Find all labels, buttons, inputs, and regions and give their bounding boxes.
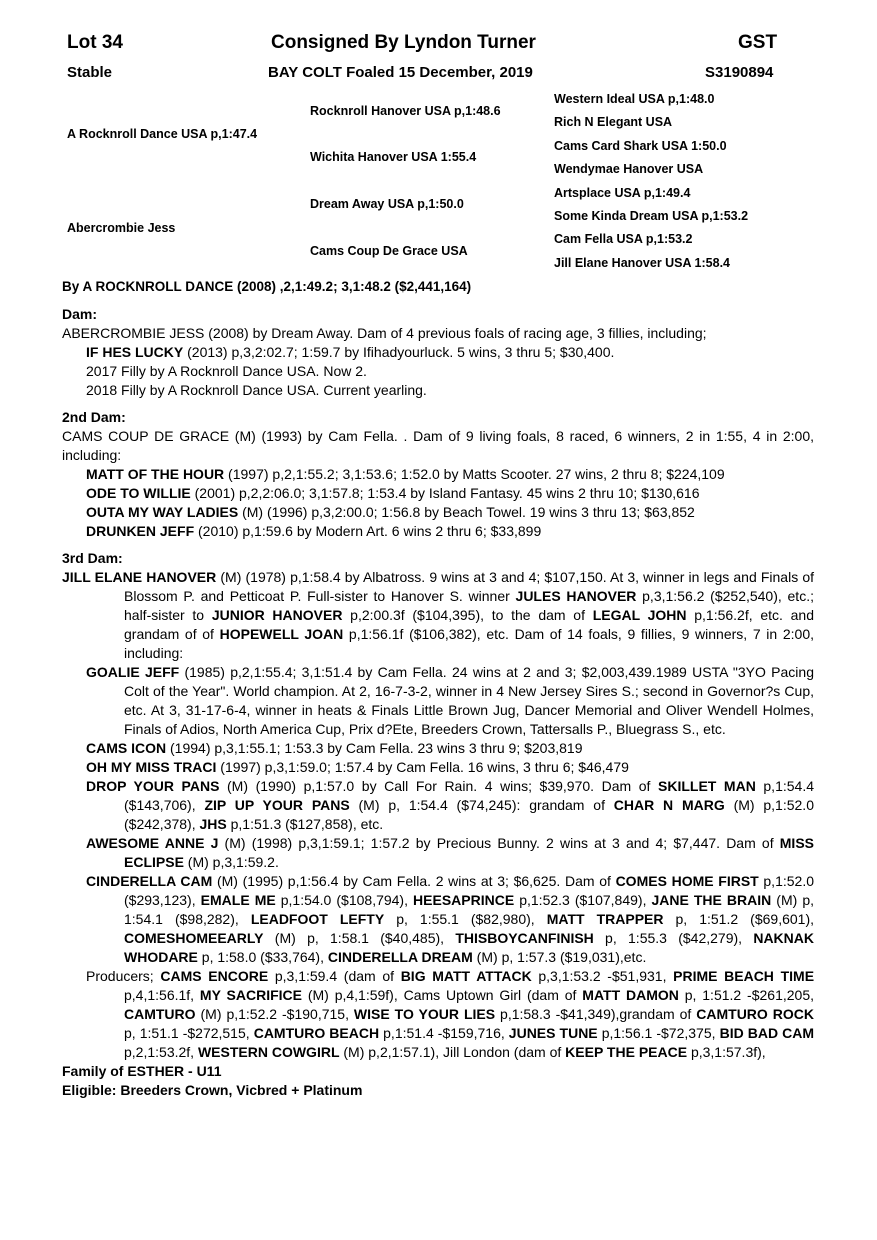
horse-name: BIG MATT ATTACK: [400, 968, 532, 984]
third-dam-heading: 3rd Dam:: [62, 550, 123, 566]
horse-name: CAMTURO ROCK: [696, 1006, 814, 1022]
record-text: p, 1:51.2 -$261,205,: [678, 987, 815, 1003]
foal-name: DRUNKEN JEFF: [86, 523, 195, 539]
horse-id: S3190894: [705, 64, 774, 81]
pedigree-dam-dam: Cams Coup De Grace USA: [310, 244, 468, 258]
foal-name: AWESOME ANNE J: [86, 835, 219, 851]
foal-record: (M) p,3,1:59.2.: [183, 854, 279, 870]
foal-name: CAMS ICON: [86, 740, 167, 756]
third-dam-intro: [62, 568, 814, 663]
foal-record: (M) p, 1:54.4 ($74,245): grandam of: [349, 797, 614, 813]
second-dam-foal: [62, 465, 814, 484]
horse-name: LEADFOOT LEFTY: [250, 911, 385, 927]
record-text: p,3,1:56.2 ($252,540), etc.; half-sister to: [124, 588, 814, 623]
horse-name: CAMS ENCORE: [160, 968, 269, 984]
foal-record: p,1:54.0 ($108,794),: [275, 892, 414, 908]
pedigree-sire-sire: Rocknroll Hanover USA p,1:48.6: [310, 104, 501, 118]
pedigree-g1: Western Ideal USA p,1:48.0: [554, 92, 715, 106]
foal-name: CINDERELLA CAM: [86, 873, 213, 889]
foal-record: (M) p, 1:58.1 ($40,485),: [263, 930, 456, 946]
record-text: p,3,1:53.2 -$51,931,: [531, 968, 674, 984]
foal-record: (1997) p,2,1:55.2; 3,1:53.6; 1:52.0 by Matts Scooter. 27 wins, 2 thru 8; $224,109: [224, 466, 725, 482]
horse-name: MY SACRIFICE: [199, 987, 302, 1003]
third-dam-foal: [62, 663, 814, 739]
horse-name: HEESAPRINCE: [413, 892, 515, 908]
third-dam-foal: [62, 758, 814, 777]
horse-name: NAKNAK WHODARE: [124, 930, 814, 965]
foal-record: p,1:52.0 ($293,123),: [124, 873, 815, 908]
second-dam-foal: [62, 503, 814, 522]
location-label: Stable: [67, 64, 113, 81]
foal-record: p, 1:51.2 ($69,601),: [663, 911, 814, 927]
foal-record: p, 1:55.3 ($42,279),: [593, 930, 754, 946]
horse-name: JHS: [199, 816, 227, 832]
third-dam-foal: [62, 739, 814, 758]
foal-record: p,1:54.4 ($143,706),: [124, 778, 814, 813]
record-text: p,4,1:56.1f,: [124, 987, 200, 1003]
pedigree-g2: Rich N Elegant USA: [554, 115, 673, 129]
horse-name: WISE TO YOUR LIES: [353, 1006, 496, 1022]
foal-record: (M) p,1:52.0 ($242,378),: [124, 797, 814, 832]
horse-name: ZIP UP YOUR PANS: [204, 797, 350, 813]
foal-record: (2001) p,2,2:06.0; 3,1:57.8; 1:53.4 by Island Fantasy. 45 wins 2 thru 10; $130,616: [190, 485, 700, 501]
record-text: p,1:56.2f, etc. and grandam of of: [124, 607, 814, 642]
horse-name: CINDERELLA DREAM: [327, 949, 473, 965]
foal-record: p, 1:55.1 ($82,980),: [384, 911, 547, 927]
family-line: Family of ESTHER - U11: [62, 1063, 222, 1079]
foal-name: MATT OF THE HOUR: [86, 466, 225, 482]
foal-name: OH MY MISS TRACI: [86, 759, 217, 775]
foal-record: (2013) p,3,2:02.7; 1:59.7 by Ifihadyourluck. 5 wins, 3 thru 5; $30,400.: [183, 344, 615, 360]
catalogue-body: [62, 305, 814, 1100]
dam-heading: Dam:: [62, 306, 98, 322]
record-text: p,2:00.3f ($104,395), to the dam of: [342, 607, 593, 623]
horse-name: THISBOYCANFINISH: [455, 930, 594, 946]
record-text: p,1:58.3 -$41,349),grandam of: [495, 1006, 697, 1022]
record-text: p,1:56.1f ($106,382), etc. Dam of 14 foals, 9 fillies, 9 winners, 7 in 2:00, including:: [124, 626, 814, 661]
pedigree-g6: Some Kinda Dream USA p,1:53.2: [554, 209, 749, 223]
pedigree-g8: Jill Elane Hanover USA 1:58.4: [554, 256, 731, 270]
foal-record: (2010) p,1:59.6 by Modern Art. 6 wins 2 thru 6; $33,899: [194, 523, 542, 539]
consignor-title: Consigned By Lyndon Turner: [271, 32, 536, 53]
foal-record: (M) (1990) p,1:57.0 by Call For Rain. 4 wins; $39,970. Dam of: [219, 778, 659, 794]
dam-foal: 2018 Filly by A Rocknroll Dance USA. Current yearling.: [86, 382, 427, 398]
foal-record: (1985) p,2,1:55.4; 3,1:51.4 by Cam Fella. 24 wins at 2 and 3; $2,003,439.1989 USTA "3YO Pacing Colt of the Year". World champion. At 2, 16-7-3-2, winner in 4 New Jersey Sires S.; second in Governor?s Cup, etc. At 3, 31-17-6-4, winner in heats & Finals Little Brown Jug, Dancer Memorial and Oliver Wendell Holmes, Finals of Adios, North America Cup, Prix d?Ete, Breeders Crown, Tattersalls P., Bluegrass S., etc.: [124, 664, 814, 737]
horse-name: WESTERN COWGIRL: [197, 1044, 340, 1060]
dam-foal: [62, 343, 814, 362]
record-text: (M) (1978) p,1:58.4 by Albatross. 9 wins at 3 and 4; $107,150. At 3, winner in legs and Finals of Blossom P. and Petticoat P. Full-sister to Hanover S. winner: [124, 569, 815, 604]
foal-record: (M) p, 1:54.1 ($98,282),: [124, 892, 815, 927]
foal-record: p,1:51.3 ($127,858), etc.: [226, 816, 384, 832]
record-text: p,3,1:57.3f),: [687, 1044, 766, 1060]
third-dam-foal: [62, 834, 814, 872]
horse-name: CAMTURO BEACH: [253, 1025, 380, 1041]
record-text: p, 1:51.1 -$272,515,: [124, 1025, 254, 1041]
horse-name: SKILLET MAN: [658, 778, 756, 794]
horse-name: CAMTURO: [124, 1006, 196, 1022]
third-dam-foal: [62, 872, 814, 967]
horse-name: COMESHOMEEARLY: [124, 930, 264, 946]
horse-name: JUNES TUNE: [508, 1025, 598, 1041]
foal-record: (1994) p,3,1:55.1; 1:53.3 by Cam Fella. 23 wins 3 thru 9; $203,819: [166, 740, 583, 756]
second-dam-intro: CAMS COUP DE GRACE (M) (1993) by Cam Fella. . Dam of 9 living foals, 8 raced, 6 winners, 2 in 1:55, 4 in 2:00, including:: [62, 428, 814, 463]
horse-name: COMES HOME FIRST: [615, 873, 759, 889]
horse-name: PRIME BEACH TIME: [673, 968, 815, 984]
foal-record: p, 1:58.0 ($33,764),: [197, 949, 328, 965]
horse-name: JANE THE BRAIN: [651, 892, 772, 908]
foal-record: (M) (1998) p,3,1:59.1; 1:57.2 by Precious Bunny. 2 wins at 3 and 4; $7,447. Dam of: [218, 835, 780, 851]
foal-name: OUTA MY WAY LADIES: [86, 504, 239, 520]
pedigree-g3: Cams Card Shark USA 1:50.0: [554, 139, 727, 153]
dam-foal: 2017 Filly by A Rocknroll Dance USA. Now 2.: [86, 363, 367, 379]
record-text: p,1:51.4 -$159,716,: [379, 1025, 509, 1041]
pedigree-g4: Wendymae Hanover USA: [554, 162, 704, 176]
horse-name: JUNIOR HANOVER: [211, 607, 343, 623]
third-dam-foal: [62, 777, 814, 834]
record-text: p,1:56.1 -$72,375,: [597, 1025, 720, 1041]
pedigree-dam: Abercrombie Jess: [67, 221, 176, 235]
foal-record: (M) p, 1:57.3 ($19,031),etc.: [472, 949, 647, 965]
dam-name: JILL ELANE HANOVER: [62, 569, 217, 585]
foal-name: IF HES LUCKY: [86, 344, 184, 360]
horse-name: JULES HANOVER: [515, 588, 637, 604]
record-text: (M) p,2,1:57.1), Jill London (dam of: [339, 1044, 566, 1060]
pedigree-sire-dam: Wichita Hanover USA 1:55.4: [310, 150, 477, 164]
horse-name: KEEP THE PEACE: [565, 1044, 688, 1060]
horse-name: EMALE ME: [200, 892, 276, 908]
foal-record: (1997) p,3,1:59.0; 1:57.4 by Cam Fella. 16 wins, 3 thru 6; $46,479: [216, 759, 629, 775]
dam-intro: ABERCROMBIE JESS (2008) by Dream Away. Dam of 4 previous foals of racing age, 3 fillies, including;: [62, 325, 707, 341]
foal-name: GOALIE JEFF: [86, 664, 180, 680]
record-text: (M) p,4,1:59f), Cams Uptown Girl (dam of: [301, 987, 583, 1003]
sire-summary: By A ROCKNROLL DANCE (2008) ,2,1:49.2; 3,1:48.2 ($2,441,164): [62, 279, 472, 294]
producers-paragraph: [62, 967, 814, 1062]
horse-name: MISS ECLIPSE: [124, 835, 814, 870]
foal-record: (M) (1996) p,3,2:00.0; 1:56.8 by Beach Towel. 19 wins 3 thru 13; $63,852: [238, 504, 695, 520]
foal-record: p,1:52.3 ($107,849),: [514, 892, 652, 908]
pedigree-sire: A Rocknroll Dance USA p,1:47.4: [67, 127, 258, 141]
foal-record: (M) (1995) p,1:56.4 by Cam Fella. 2 wins at 3; $6,625. Dam of: [212, 873, 616, 889]
horse-name: BID BAD CAM: [719, 1025, 815, 1041]
second-dam-foal: [62, 484, 814, 503]
horse-name: CHAR N MARG: [613, 797, 725, 813]
foal-name: ODE TO WILLIE: [86, 485, 191, 501]
eligibility-line: Eligible: Breeders Crown, Vicbred + Platinum: [62, 1082, 363, 1098]
foal-name: DROP YOUR PANS: [86, 778, 220, 794]
horse-name: LEGAL JOHN: [592, 607, 687, 623]
record-text: p,3,1:59.4 (dam of: [268, 968, 401, 984]
horse-name: MATT TRAPPER: [546, 911, 664, 927]
code-label: GST: [738, 32, 778, 53]
lot-number: Lot 34: [67, 32, 123, 53]
horse-name: MATT DAMON: [582, 987, 679, 1003]
pedigree-dam-sire: Dream Away USA p,1:50.0: [310, 197, 464, 211]
second-dam-heading: 2nd Dam:: [62, 409, 126, 425]
second-dam-foal: [62, 522, 814, 541]
pedigree-g5: Artsplace USA p,1:49.4: [554, 186, 691, 200]
record-text: p,2,1:53.2f,: [124, 1044, 198, 1060]
horse-description: BAY COLT Foaled 15 December, 2019: [268, 64, 533, 81]
horse-name: HOPEWELL JOAN: [219, 626, 344, 642]
pedigree-g7: Cam Fella USA p,1:53.2: [554, 232, 693, 246]
record-text: (M) p,1:52.2 -$190,715,: [195, 1006, 354, 1022]
producers-label: Producers;: [86, 968, 161, 984]
